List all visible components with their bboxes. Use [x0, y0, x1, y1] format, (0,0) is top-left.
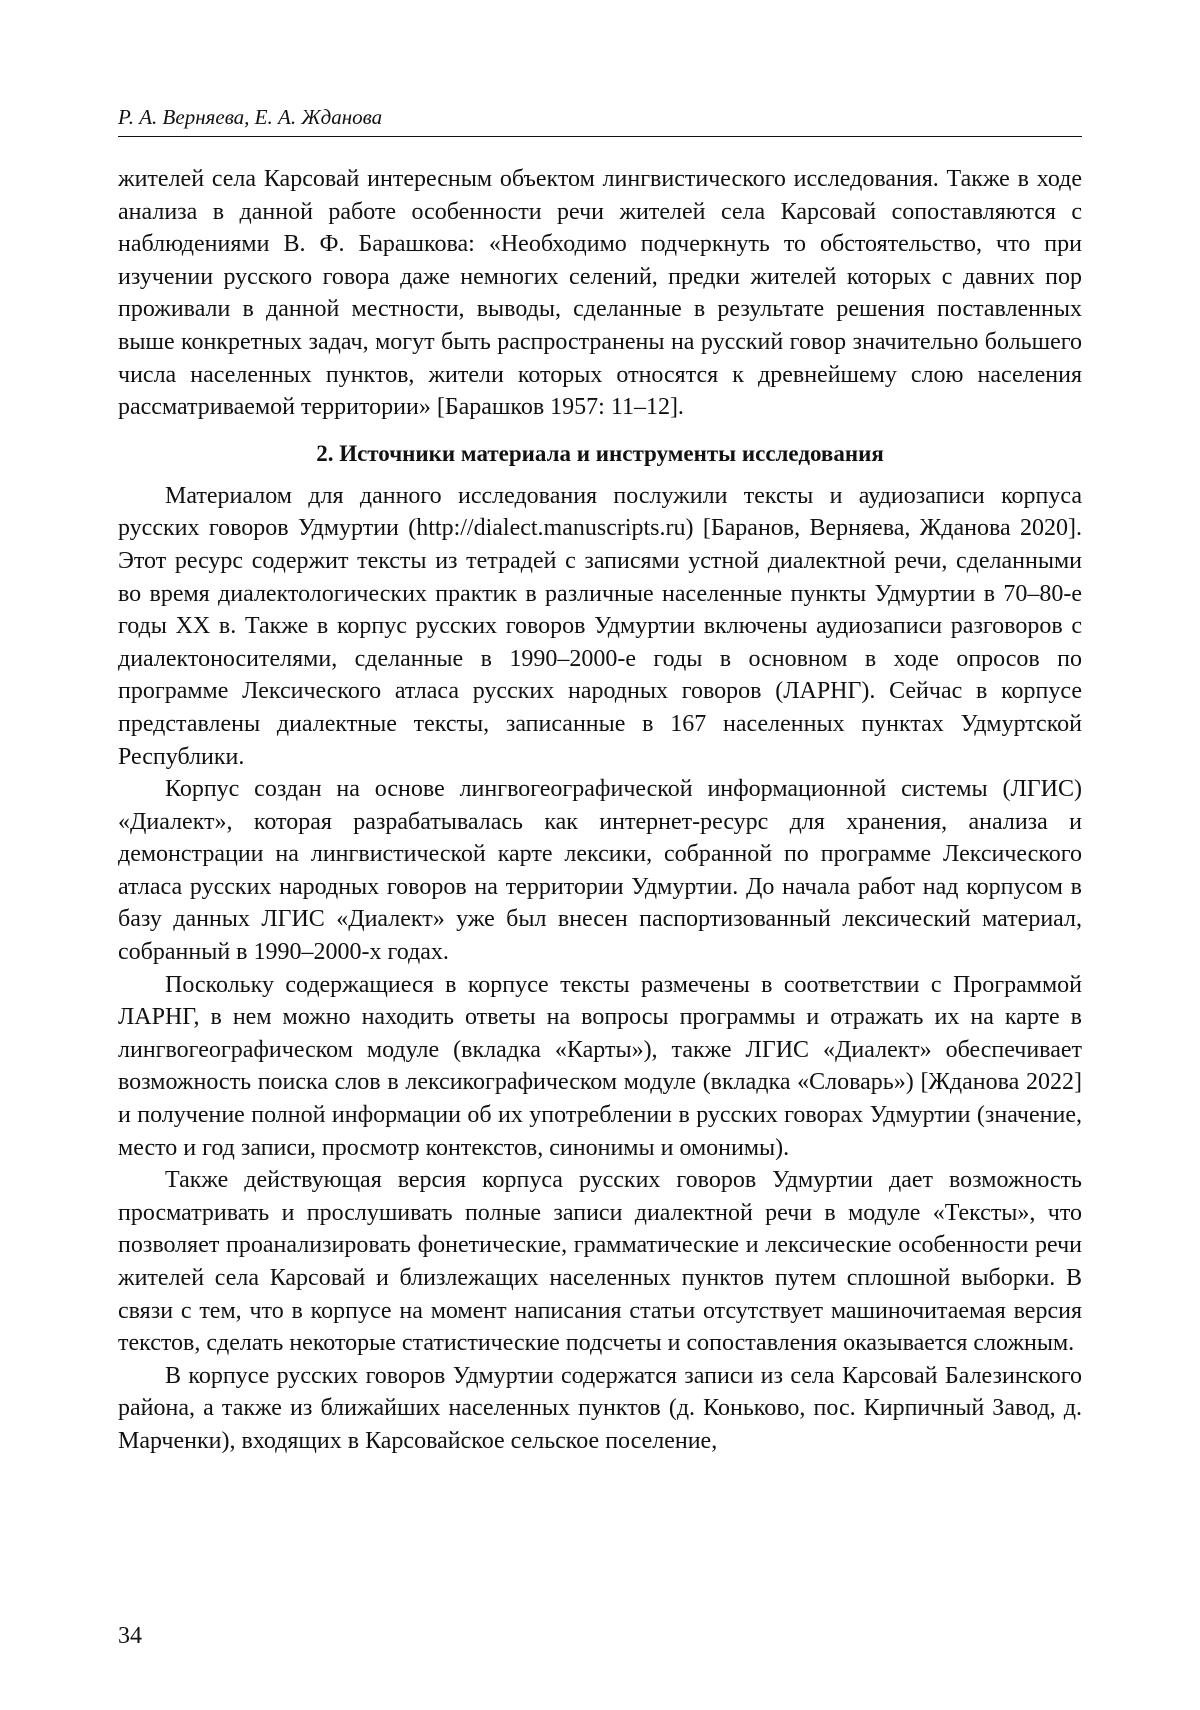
paragraph-2: Материалом для данного исследования послужили тексты и аудиозаписи корпуса русских говоров Удмуртии (http://dialect.manuscripts.ru) [Баранов, Верняева, Жданова 2020]. Этот ресурс содержит тексты из тетрадей с записями устной диалектной речи, сделанными во время диалектологических практик в различные населенные пункты Удмуртии в 70–80-е годы XX в. Также в корпус русских говоров Удмуртии включены аудиозаписи разговоров с диалектоносителями, сделанные в 1990–2000-е годы в основном в ходе опросов по программе Лексического атласа русских народных говоров (ЛАРНГ). Сейчас в корпусе представлены диалектные тексты, записанные в 167 населенных пунктах Удмуртской Республики.: [118, 482, 1082, 770]
page-body: [118, 163, 1082, 1458]
section-heading: 2. Источники материала и инструменты исследования: [316, 440, 884, 466]
paragraph-1: жителей села Карсовай интересным объектом лингвистического исследования. Также в ходе анализа в данной работе особенности речи жителей села Карсовай сопоставляются с наблюдениями В. Ф. Барашкова: «Необходимо подчеркнуть то обстоятельство, что при изучении русского говора даже немногих селений, предки жителей которых с давних пор проживали в данной местности, выводы, сделанные в результате решения поставленных выше конкретных задач, могут быть распространены на русский говор значительно большего числа населенных пунктов, жители которых относятся к древнейшему слою населения рассматриваемой территории» [Барашков 1957: 11–12].: [118, 166, 1082, 421]
paragraph-6: В корпусе русских говоров Удмуртии содержатся записи из села Карсовай Балезинского района, а также из ближайших населенных пунктов (д. Коньково, пос. Кирпичный Завод, д. Марченки), входящих в Карсовайское сельское поселение,: [118, 1362, 1082, 1454]
paragraph-4: Поскольку содержащиеся в корпусе тексты размечены в соответствии с Программой ЛАРНГ, в нем можно находить ответы на вопросы программы и отражать их на карте в лингвогеографическом модуле (вкладка «Карты»), также ЛГИС «Диалект» обеспечивает возможность поиска слов в лексикографическом модуле (вкладка «Словарь») [Жданова 2022] и получение полной информации об их употреблении в русских говорах Удмуртии (значение, место и год записи, просмотр контекстов, синонимы и омонимы).: [118, 971, 1082, 1161]
page-number: 34: [118, 1623, 142, 1649]
paragraph-3: Корпус создан на основе лингвогеографической информационной системы (ЛГИС) «Диалект», которая разрабатывалась как интернет-ресурс для хранения, анализа и демонстрации на лингвистической карте лексики, собранной по программе Лексического атласа русских народных говоров на территории Удмуртии. До начала работ над корпусом в базу данных ЛГИС «Диалект» уже был внесен паспортизованный лексический материал, собранный в 1990–2000-х годах.: [118, 776, 1082, 966]
running-header-authors: Р. А. Верняева, Е. А. Жданова: [118, 104, 1082, 137]
paragraph-5: Также действующая версия корпуса русских говоров Удмуртии дает возможность просматривать и прослушивать полные записи диалектной речи в модуле «Тексты», что позволяет проанализировать фонетические, грамматические и лексические особенности речи жителей села Карсовай и близлежащих населенных пунктов путем сплошной выборки. В связи с тем, что в корпусе на момент написания статьи отсутствует машиночитаемая версия текстов, сделать некоторые статистические подсчеты и сопоставления оказывается сложным.: [118, 1167, 1082, 1357]
